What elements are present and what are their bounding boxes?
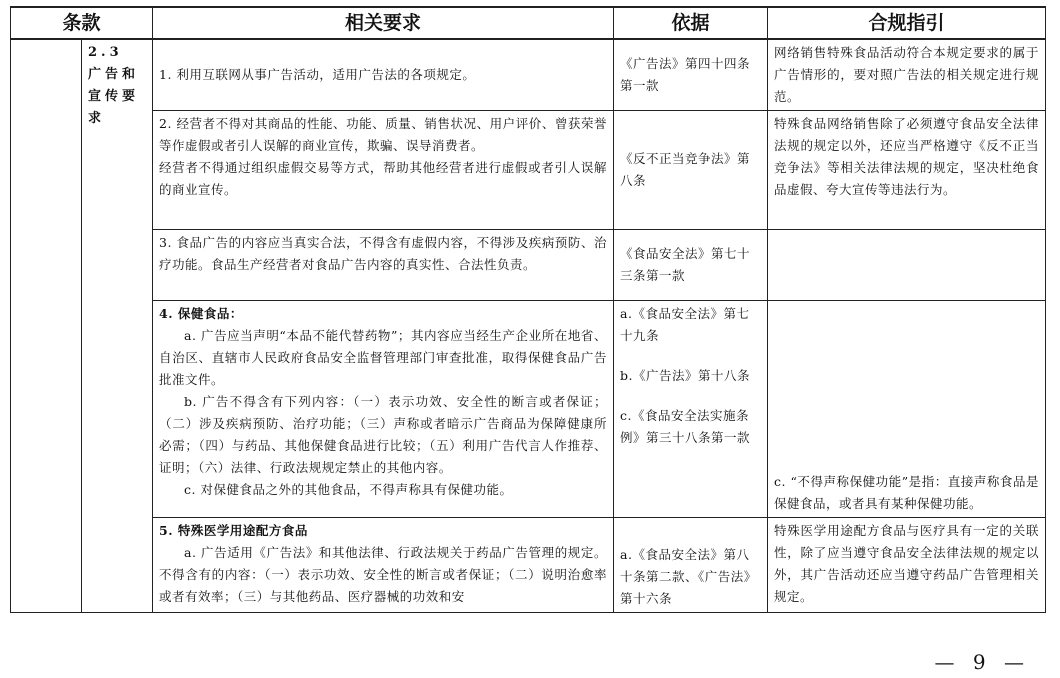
requirement-cell [153, 518, 614, 613]
requirement-clip [159, 520, 607, 608]
basis-cell [614, 230, 768, 301]
section-title: 2.3 广告和宣传要求 [82, 39, 153, 613]
header-requirement: 相关要求 [153, 7, 614, 39]
guidance-cell [768, 39, 1046, 111]
basis-cell [614, 39, 768, 111]
guidance-cell [768, 301, 1046, 518]
requirement-text: 经营者不得通过组织虚假交易等方式，帮助其他经营者进行虚假或者引人误解的商业宣传。 [159, 160, 608, 197]
basis-text: c.《食品安全法实施条例》第三十八条第一款 [620, 408, 751, 445]
guidance-cell [768, 111, 1046, 230]
table-header-row [11, 7, 1046, 39]
basis-cell [614, 111, 768, 230]
guidance-text: 特殊医学用途配方食品与医疗具有一定的关联性，除了应当遵守食品安全法律法规的规定以外，其广告活动还应当遵守药品广告管理相关规定。 [774, 523, 1040, 604]
requirement-text: c. 对保健食品之外的其他食品，不得声称具有保健功能。 [184, 482, 513, 497]
requirement-text: a. 广告应当声明“本品不能代替药物”；其内容应当经生产企业所在地省、自治区、直辖市人民政府食品安全监督管理部门审查批准，取得保健食品广告批准文件。 [159, 328, 608, 387]
basis-gap [620, 387, 761, 405]
table-row [11, 301, 1046, 518]
table-row [11, 518, 1046, 613]
requirement-cell [153, 301, 614, 518]
table-row [11, 111, 1046, 230]
requirement-cell [153, 230, 614, 301]
header-basis: 依据 [614, 7, 768, 39]
basis-gap [620, 347, 761, 365]
clause-blank-cell [11, 39, 82, 613]
header-guidance: 合规指引 [768, 7, 1046, 39]
page-number: — 9 — [934, 650, 1030, 674]
basis-text: 《广告法》第四十四条第一款 [620, 56, 751, 93]
requirement-cell [153, 111, 614, 230]
requirement-title: 5. 特殊医学用途配方食品 [159, 523, 308, 538]
guidance-cell [768, 518, 1046, 613]
guidance-text: 网络销售特殊食品活动符合本规定要求的属于广告情形的，要对照广告法的相关规定进行规范。 [774, 45, 1040, 104]
requirement-text: a. 广告适用《广告法》和其他法律、行政法规关于药品广告管理的规定。不得含有的内容：（一）表示功效、安全性的断言或者保证；（二）说明治愈率或者有效率；（三）与其他药品、医疗器械的功效和安 [159, 545, 608, 604]
requirement-text: 3. 食品广告的内容应当真实合法，不得含有虚假内容，不得涉及疾病预防、治疗功能。食品生产经营者对食品广告内容的真实性、合法性负责。 [159, 235, 608, 272]
requirement-text: 1. 利用互联网从事广告活动，适用广告法的各项规定。 [159, 67, 476, 82]
basis-cell [614, 301, 768, 518]
table-row [11, 230, 1046, 301]
requirement-text: b. 广告不得含有下列内容：（一）表示功效、安全性的断言或者保证；（二）涉及疾病预防、治疗功能；（三）声称或者暗示广告商品为保障健康所必需；（四）与药品、其他保健食品进行比较；（五）利用广告代言人作推荐、证明；（六）法律、行政法规规定禁止的其他内容。 [159, 394, 608, 475]
basis-cell [614, 518, 768, 613]
basis-text: b.《广告法》第十八条 [620, 368, 750, 383]
table-row [11, 39, 1046, 111]
requirement-title: 4. 保健食品： [159, 306, 243, 321]
basis-text: a.《食品安全法》第七十九条 [620, 306, 750, 343]
guidance-cell [768, 230, 1046, 301]
basis-text: 《反不正当竞争法》第八条 [620, 151, 751, 188]
header-clause: 条款 [11, 7, 153, 39]
compliance-table [10, 6, 1046, 613]
requirement-cell [153, 39, 614, 111]
basis-text: a.《食品安全法》第八十条第二款、《广告法》第十六条 [620, 547, 757, 606]
basis-text: 《食品安全法》第七十三条第一款 [620, 246, 751, 283]
guidance-text: c. “不得声称保健功能”是指：直接声称食品是保健食品，或者具有某种保健功能。 [774, 474, 1040, 511]
requirement-text: 2. 经营者不得对其商品的性能、功能、质量、销售状况、用户评价、曾获荣誉等作虚假或者引人误解的商业宣传，欺骗、误导消费者。 [159, 116, 608, 153]
guidance-text: 特殊食品网络销售除了必须遵守食品安全法律法规的规定以外，还应当严格遵守《反不正当竞争法》等相关法律法规的规定，坚决杜绝食品虚假、夸大宣传等违法行为。 [774, 116, 1040, 197]
